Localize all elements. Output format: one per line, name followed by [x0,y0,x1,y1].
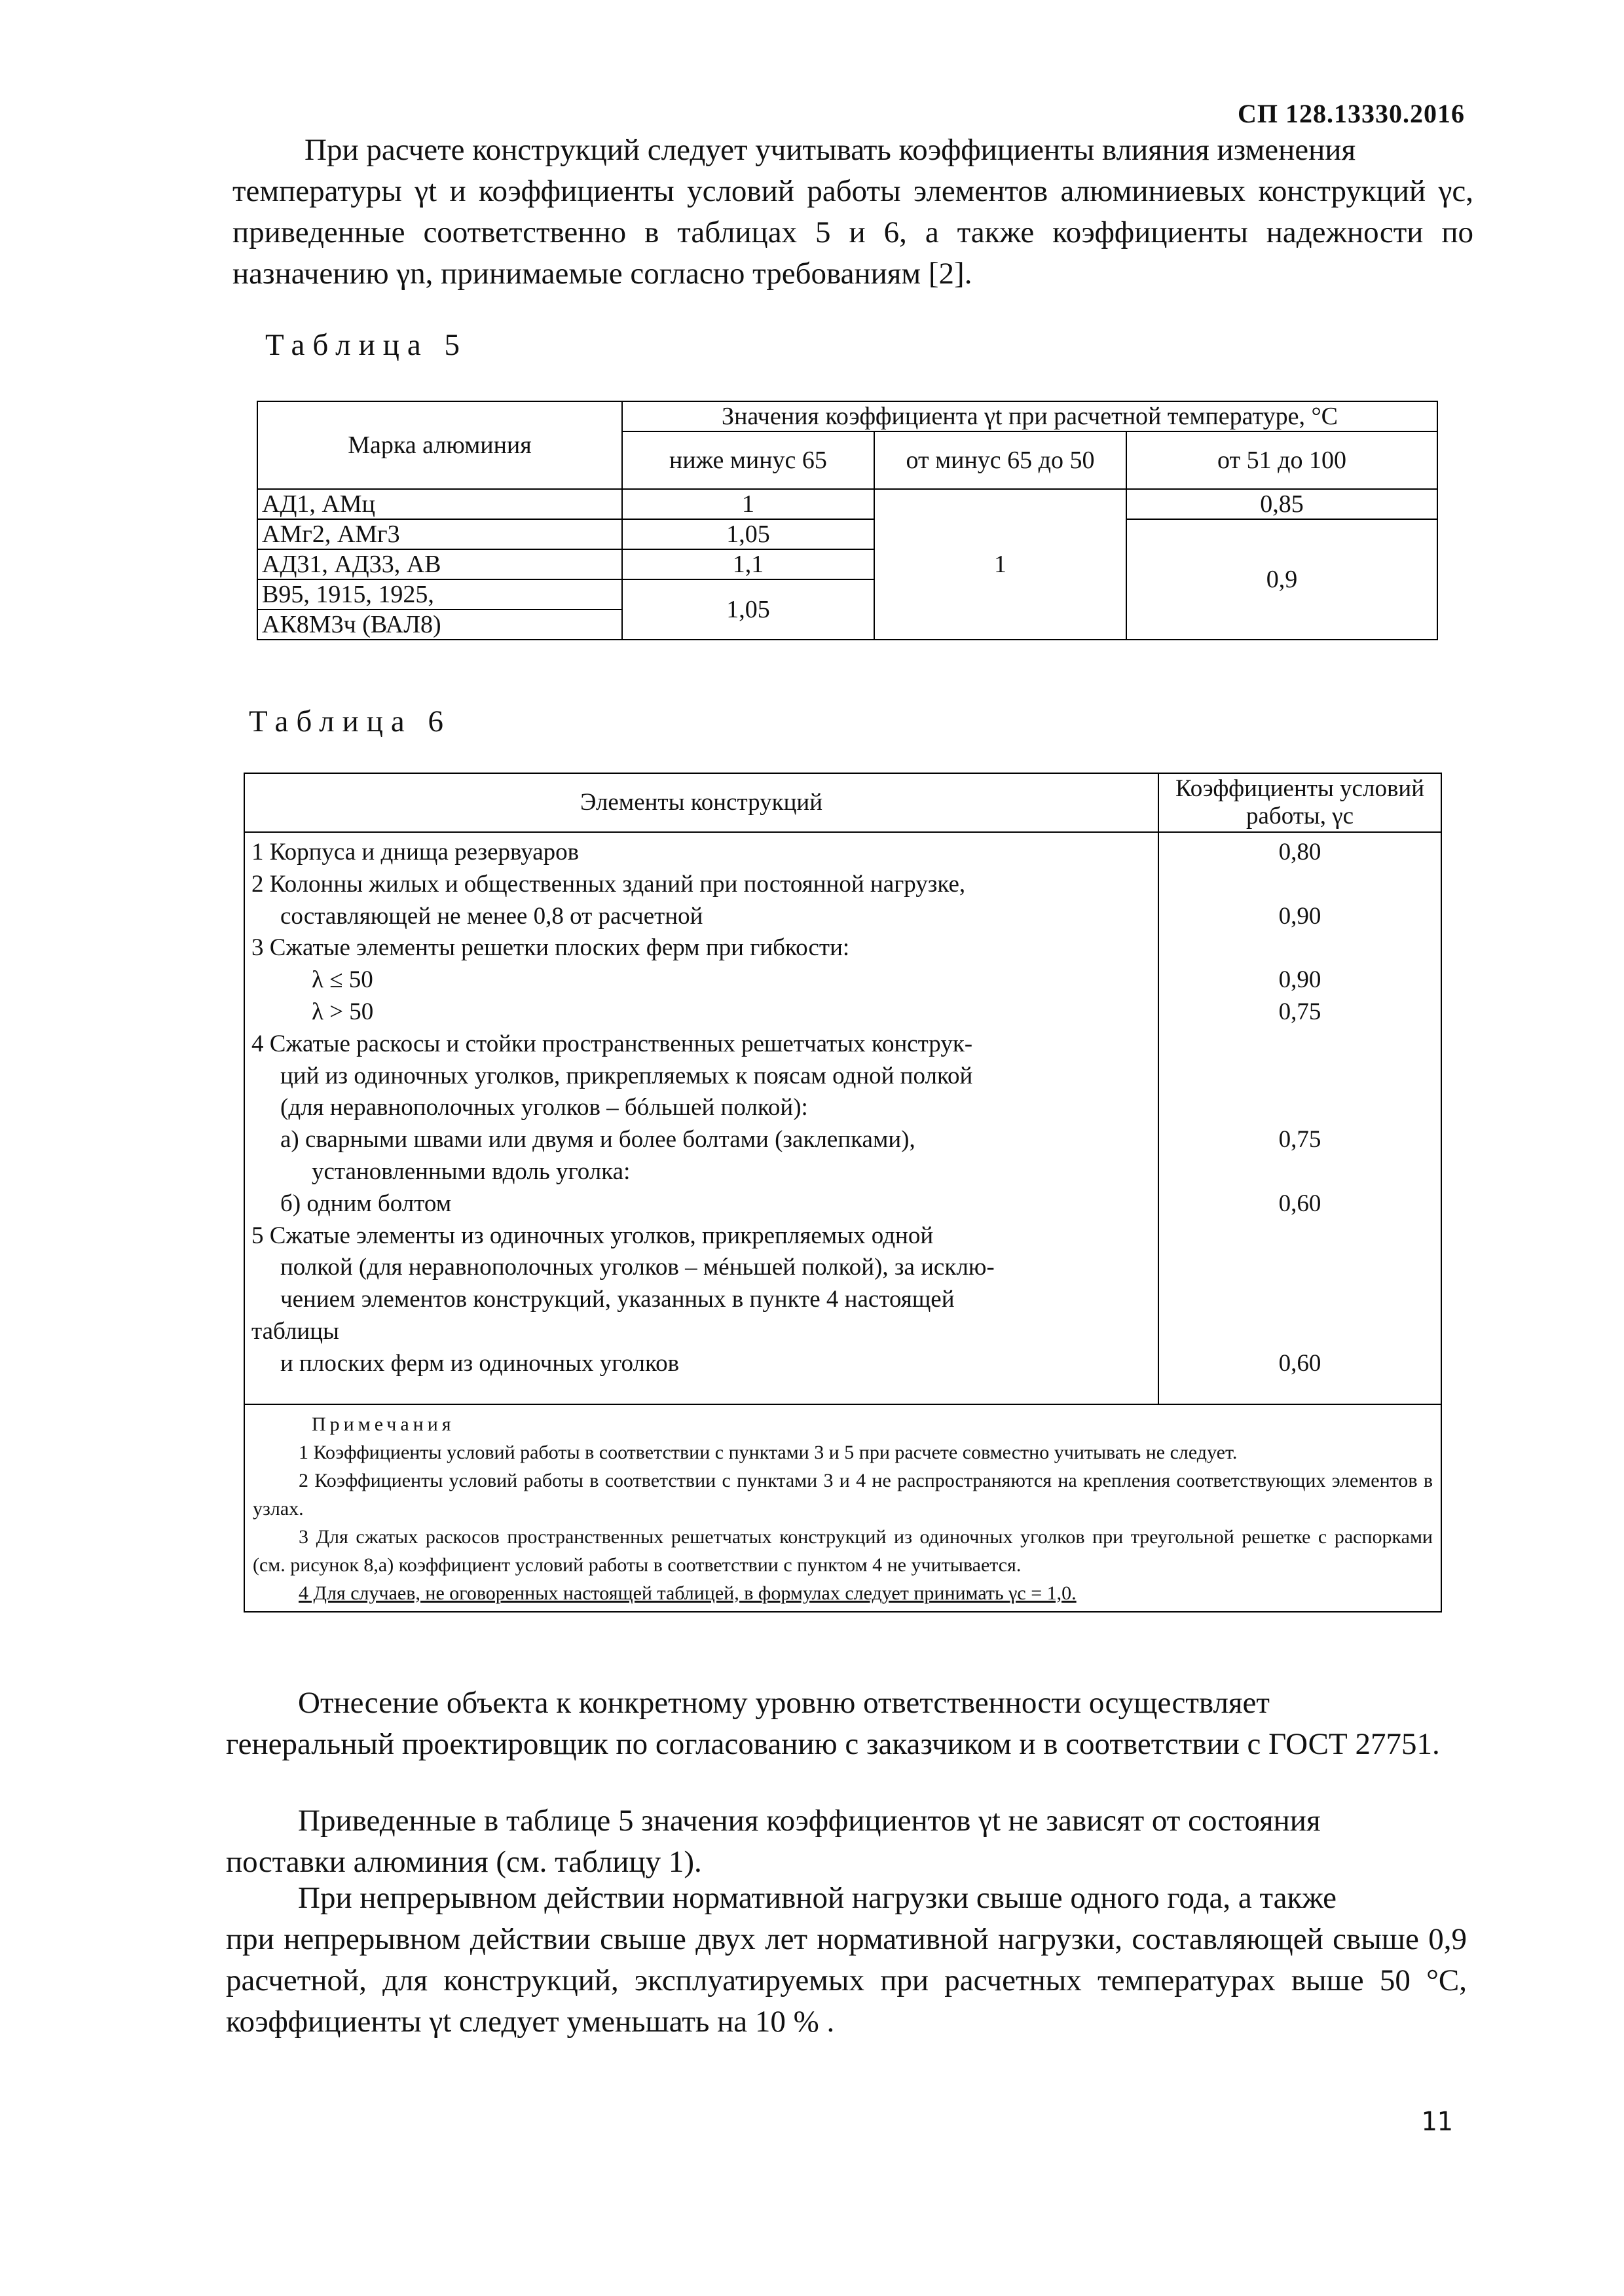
note-item: 4 Для случаев, не оговоренных настоящей таблицей, в формулах следует принимать γc = 1,0. [299,1582,1077,1604]
table6-caption: Таблица 6 [249,704,452,738]
table6-item-text: и плоских ферм из одиночных уголков [280,1349,680,1377]
table6-item-text: установленными вдоль уголка: [312,1157,631,1185]
paragraph-first-line: При непрерывном действии нормативной нагрузки свыше одного года, а также [298,1881,1337,1915]
table5-high-rest: 0,9 [1126,519,1437,640]
note-item: 1 Коэффициенты условий работы в соответствии с пунктами 3 и 5 при расчете совместно учитывать не следует. [299,1442,1238,1463]
table6-item-value [1159,1284,1441,1316]
table5-value-cell: 1 [622,489,874,519]
paragraph-load-reduction [226,1878,1467,2043]
table6-item-value: 0,60 [1278,1190,1321,1217]
table6-elements-column [244,832,1158,1404]
table5-header-mark: Марка алюминия [257,401,622,489]
table6-item-value [1159,1029,1441,1061]
note-item: 2 Коэффициенты условий работы в соответствии с пунктами 3 и 4 не распространяются на крепления соответствующих элементов в узлах. [253,1470,1433,1520]
table6-item-text: (для неравнополочных уголков – бóльшей полкой): [280,1094,808,1121]
table5-value-cell: 1,05 [622,579,874,640]
table6-values-column [1158,832,1441,1404]
table6-item-value: 0,80 [1278,839,1321,866]
paragraph-first-line: Приведенные в таблице 5 значения коэффициентов γt не зависят от состояния [298,1804,1321,1838]
table6-item-text: 5 Сжатые элементы из одиночных уголков, прикрепляемых одной [251,1222,934,1249]
table6-item-text: λ ≤ 50 [312,966,373,994]
table5-mid-value: 1 [874,489,1126,640]
table6-item-text: чением элементов конструкций, указанных в пункте 4 настоящей [280,1286,955,1313]
table5-mark-cell-continued: АК8М3ч (ВАЛ8) [257,610,622,640]
note-item: 3 Для сжатых раскосов пространственных решетчатых конструкций из одиночных уголков при треугольной решетке с распорками (см. рисунок 8,а) коэффициент условий работы в соответствии с пунктом 4 не учитывается. [253,1526,1433,1576]
table6-item-text: таблицы [251,1317,339,1345]
table6-item-value: 0,75 [1278,998,1321,1025]
table5-subheader-below65: ниже минус 65 [622,431,874,489]
table6-item-value [1159,1316,1441,1348]
table5-value-cell: 1,05 [622,519,874,549]
table6-item-text: 4 Сжатые раскосы и стойки пространственных решетчатых конструк- [251,1030,973,1057]
table6-item-text: полкой (для неравнополочных уголков – мéньшей полкой), за исклю- [280,1254,995,1281]
table6-header-elements: Элементы конструкций [244,773,1158,832]
table6-item-text: составляющей не менее 0,8 от расчетной [280,902,703,930]
paragraph-responsibility-level [226,1683,1467,1765]
table6-item-value: 0,75 [1278,1126,1321,1154]
table5-caption: Таблица 5 [265,328,468,362]
page-number: 11 [1421,2107,1453,2137]
table6-item-text: 3 Сжатые элементы решетки плоских ферм при гибкости: [251,934,850,962]
paragraph-first-line: Отнесение объекта к конкретному уровню ответственности осуществляет [298,1686,1270,1720]
table6-item-text: б) одним болтом [280,1190,452,1217]
table5-mark-cell: АМг2, АМг3 [257,519,622,549]
table6-header-coef: Коэффициенты условий работы, γc [1158,773,1441,832]
table6-item-value [1159,932,1441,964]
table5-header-group: Значения коэффициента γt при расчетной температуре, °С [622,401,1437,431]
table6-item-value [1159,1061,1441,1093]
paragraph-rest: поставки алюминия (см. таблицу 1). [226,1845,702,1879]
table6-item-value [1159,1156,1441,1188]
table6-item-value [1159,869,1441,901]
table6-item-value: 0,90 [1278,902,1321,930]
table5-high-first: 0,85 [1126,489,1437,519]
table5-mark-cell: АД31, АД33, АВ [257,549,622,579]
notes-title: Примечания [312,1413,455,1435]
table6-item-value: 0,60 [1278,1349,1321,1377]
table5-value-cell: 1,1 [622,549,874,579]
table6-item-value: 0,90 [1278,966,1321,994]
table6-item-text: λ > 50 [312,998,374,1025]
table5-mark-cell: АД1, АМц [257,489,622,519]
table5-subheader-mid: от минус 65 до 50 [874,431,1126,489]
table6-item-value [1159,1220,1441,1252]
table6 [244,773,1442,1613]
paragraph-rest: генеральный проектировщик по согласованию с заказчиком и в соответствии с ГОСТ 27751. [226,1727,1440,1761]
table6-item-text: 2 Колонны жилых и общественных зданий при постоянной нагрузке, [251,870,966,898]
paragraph-rest: при непрерывном действии свыше двух лет нормативной нагрузки, составляющей свыше 0,9 расчетной, для конструкций, эксплуатируемых при расчетных температурах выше 50 °С, коэффициенты γt следует уменьшать на 10 % . [226,1922,1467,2039]
table6-item-text: ций из одиночных уголков, прикрепляемых к поясам одной полкой [280,1062,973,1089]
table5 [257,401,1438,640]
paragraph-table5-note [226,1800,1467,1883]
table5-mark-cell: В95, 1915, 1925, [257,579,622,610]
paragraph-first-line: При расчете конструкций следует учитывать коэффициенты влияния изменения [304,133,1356,167]
paragraph-rest: температуры γt и коэффициенты условий работы элементов алюминиевых конструкций γc, приведенные соответственно в таблицах 5 и 6, а также коэффициенты надежности по назначению γn, принимаемые согласно требованиям [2]. [232,174,1473,291]
document-code: СП 128.13330.2016 [1238,99,1465,128]
table6-item-value [1159,1092,1441,1124]
table6-notes [244,1404,1441,1612]
table5-subheader-high: от 51 до 100 [1126,431,1437,489]
paragraph-coefficients-intro [232,130,1473,295]
table6-item-text: а) сварными швами или двумя и более болтами (заклепками), [280,1126,915,1154]
table6-item-text: 1 Корпуса и днища резервуаров [251,839,580,866]
table6-item-value [1159,1252,1441,1284]
